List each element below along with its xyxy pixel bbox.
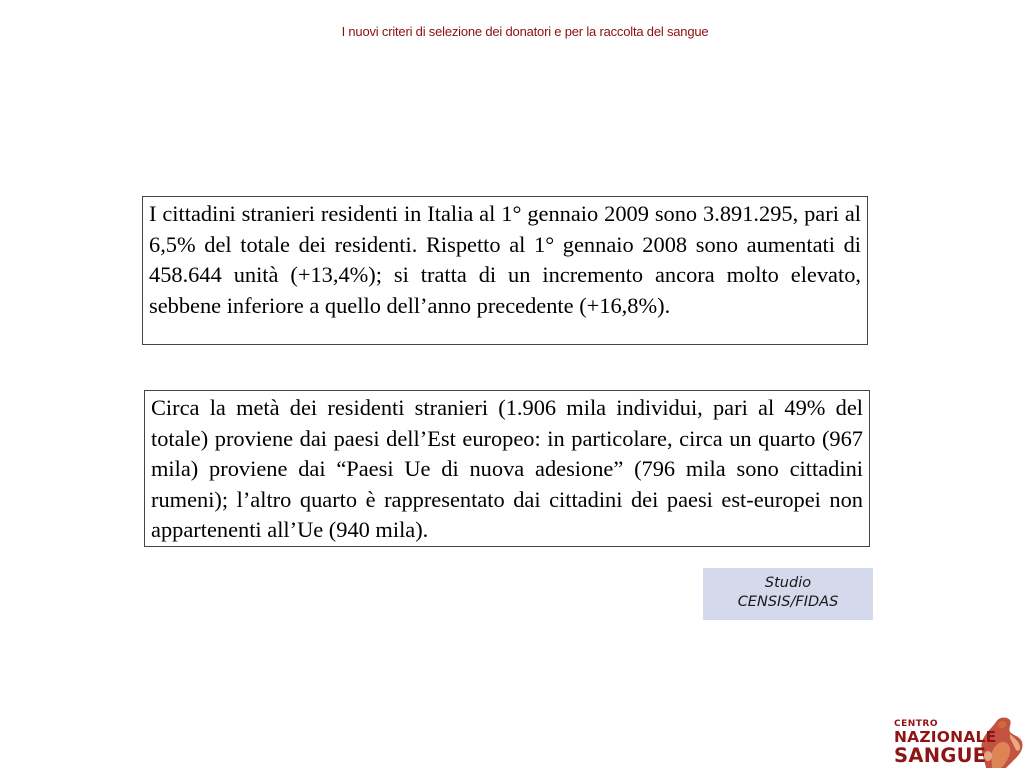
page-header-title: I nuovi criteri di selezione dei donatori e per la raccolta del sangue	[341, 24, 709, 39]
text-box-foreign-residents: I cittadini stranieri residenti in Italia al 1° gennaio 2009 sono 3.891.295, pari al 6,5% del totale dei residenti. Rispetto al 1° gennaio 2008 sono aumentati di 458.644 unità (+13,4%); si tratta di un incremento ancora molto elevato, sebbene inferiore a quello dell’anno precedente (+16,8%).	[142, 196, 868, 345]
source-label-line1: Studio	[764, 575, 812, 591]
centro-nazionale-sangue-logo	[892, 714, 1024, 768]
logo-line-sangue: SANGUE	[894, 743, 987, 767]
source-label-line2: CENSIS/FIDAS	[737, 594, 839, 610]
logo-line-nazionale: NAZIONALE	[894, 728, 997, 746]
logo-text	[894, 720, 996, 765]
source-label	[703, 568, 873, 620]
logo-line-centro: CENTRO	[894, 719, 939, 729]
text-box-eastern-europe: Circa la metà dei residenti stranieri (1.906 mila individui, pari al 49% del totale) proviene dai paesi dell’Est europeo: in particolare, circa un quarto (967 mila) proviene dai “Paesi Ue di nuova adesione” (796 mila sono cittadini rumeni); l’altro quarto è rappresentato dai cittadini dei paesi est-europei non appartenenti all’Ue (940 mila).	[144, 390, 870, 547]
